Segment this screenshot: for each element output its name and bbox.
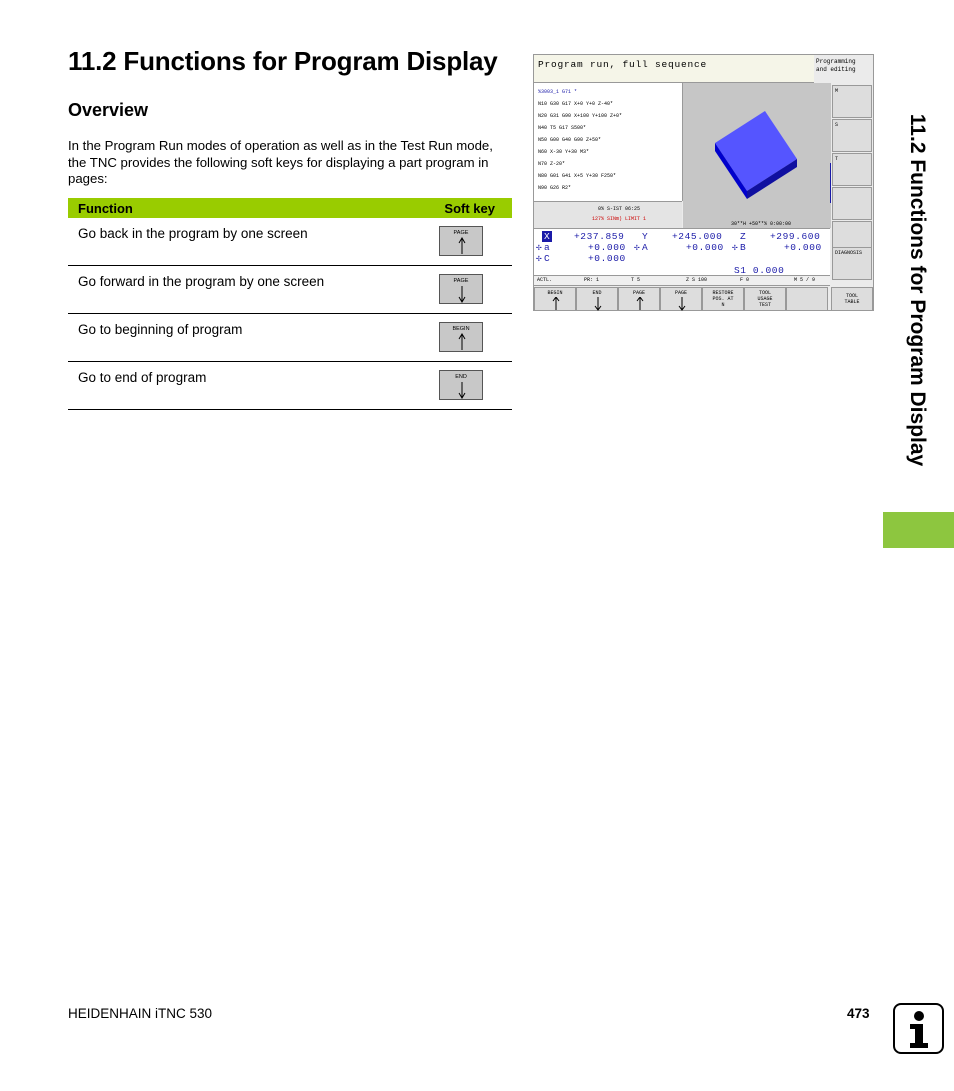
page-up-softkey[interactable]: PAGE (439, 226, 483, 256)
program-line: N70 Z-20* (538, 161, 566, 167)
table-row (68, 218, 512, 266)
page-down-softkey[interactable]: PAGE (439, 274, 483, 304)
program-line: N40 T5 G17 S500* (538, 125, 587, 131)
program-line: N60 X-30 Y+30 M3* (538, 149, 590, 155)
workpiece-3d-graphic (683, 83, 831, 228)
status-panel: 0% S-IST 06:25 127% SINm) LIMIT 1 (534, 201, 682, 228)
program-line: N80 G01 G41 X+5 Y+30 F250* (538, 173, 617, 179)
arrow-down-icon (678, 297, 686, 311)
arrow-up-icon (636, 297, 644, 311)
program-listing (534, 83, 683, 201)
arrow-up-icon (457, 333, 467, 351)
function-table (68, 198, 512, 410)
position-display: X +237.859 Y +245.000 Z +299.600 ✢ a +0.000 ✢ A +0.000 ✢ B +0.000 ✢ C +0.000 S1 0.000 (534, 228, 830, 276)
screen-softkey-end[interactable]: END (576, 287, 618, 311)
arrow-down-icon (457, 285, 467, 303)
vertical-softkey-t[interactable]: T (832, 153, 872, 186)
screen-softkey-blank[interactable] (786, 287, 828, 311)
page-number: 473 (847, 1006, 870, 1021)
section-title: Overview (68, 100, 149, 120)
intro-paragraph: In the Program Run modes of operation as well as in the Test Run mode, the TNC provides the following soft keys for displaying a part program in pages: (68, 138, 493, 186)
function-label: Go to end of program (78, 370, 207, 385)
screen-softkey-page-up[interactable]: PAGE (618, 287, 660, 311)
program-line: %3003_1 G71 * (538, 89, 578, 95)
arrow-up-icon (552, 297, 560, 311)
screen-softkey-tool-table[interactable]: TOOL TABLE (831, 287, 873, 311)
table-row (68, 362, 512, 410)
header-function: Function (78, 200, 133, 216)
vertical-softkey-diagnosis[interactable]: DIAGNOSIS (832, 247, 872, 280)
table-row (68, 314, 512, 362)
tnc-screen (533, 54, 874, 311)
operating-mode: Program run, full sequence (538, 59, 708, 70)
screen-softkey-restore-pos[interactable]: RESTORE POS. AT N (702, 287, 744, 311)
vertical-softkey-m[interactable]: M (832, 85, 872, 118)
status-bar: ACTL. PR: 1 T 5 Z S 100 F 0 M 5 / 9 (534, 276, 830, 286)
vertical-softkey-blank-1[interactable] (832, 187, 872, 220)
table-header (68, 198, 512, 218)
screen-softkey-tool-usage-test[interactable]: TOOL USAGE TEST (744, 287, 786, 311)
vertical-softkey-s[interactable]: S (832, 119, 872, 152)
function-label: Go back in the program by one screen (78, 226, 308, 241)
program-line: N10 G30 G17 X+0 Y+0 Z-40* (538, 101, 614, 107)
footer-product: HEIDENHAIN iTNC 530 (68, 1006, 213, 1021)
arrow-up-icon (457, 237, 467, 255)
info-icon (893, 1003, 944, 1054)
arrow-down-icon (457, 381, 467, 399)
begin-softkey[interactable]: BEGIN (439, 322, 483, 352)
function-label: Go forward in the program by one screen (78, 274, 325, 289)
screen-softkey-begin[interactable]: BEGIN (534, 287, 576, 311)
program-line: N50 G00 G40 G90 Z+50* (538, 137, 602, 143)
program-line: N20 G31 G90 X+100 Y+100 Z+0* (538, 113, 623, 119)
arrow-down-icon (594, 297, 602, 311)
end-softkey[interactable]: END (439, 370, 483, 400)
screen-softkey-page-down[interactable]: PAGE (660, 287, 702, 311)
page-title: 11.2 Functions for Program Display (68, 46, 498, 76)
secondary-mode: Programming and editing (816, 58, 856, 73)
graph-status: 30**H +50**% 0:00:00 (731, 221, 792, 227)
graphics-window (683, 83, 831, 228)
program-line: N90 G26 R2* (538, 185, 572, 191)
header-softkey: Soft key (444, 200, 495, 216)
function-label: Go to beginning of program (78, 322, 243, 337)
chapter-tab (883, 512, 954, 548)
screen-header (534, 55, 814, 83)
table-row (68, 266, 512, 314)
